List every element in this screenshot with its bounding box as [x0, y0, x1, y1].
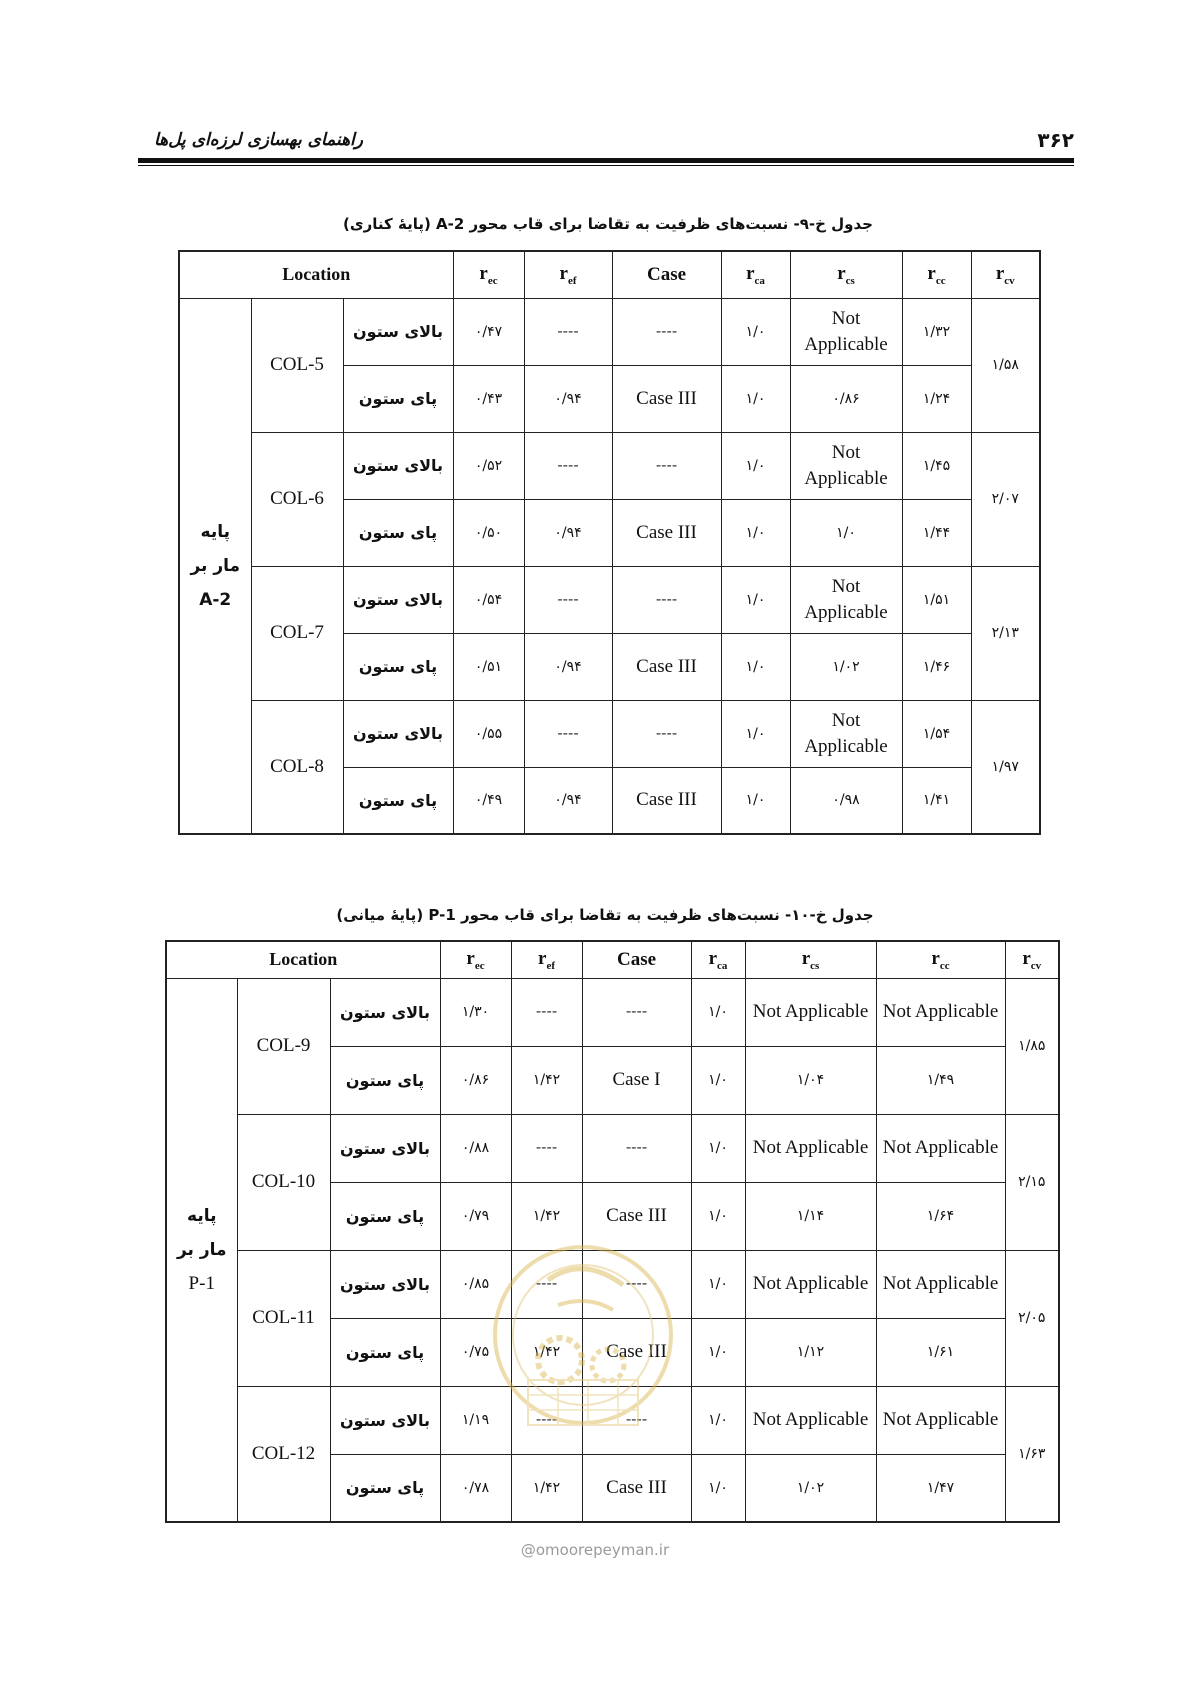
header-rcv: $r_{cv}$	[1005, 941, 1059, 978]
position-label: پای ستون	[330, 1318, 440, 1386]
header-ref: $r_{ef}$	[524, 251, 612, 298]
case-cell: ----	[612, 566, 721, 633]
watermark-logo	[488, 1240, 678, 1440]
rcv-cell: ۱/۸۵	[1005, 978, 1059, 1114]
rcc-cell: Not Applicable	[876, 1114, 1005, 1182]
rcs-cell: ۰/۹۸	[790, 767, 902, 834]
table1	[178, 250, 1041, 835]
position-label: پای ستون	[330, 1046, 440, 1114]
rcs-cell: ۱/۰۲	[745, 1454, 876, 1522]
rcs-cell: ۱/۱۲	[745, 1318, 876, 1386]
case-cell: ----	[582, 978, 691, 1046]
ref-cell: ۰/۹۴	[524, 767, 612, 834]
header-rcc: $r_{cc}$	[902, 251, 971, 298]
rcc-cell: ۱/۴۷	[876, 1454, 1005, 1522]
book-title: راهنمای بهسازی لرزه‌ای پل‌ها	[154, 130, 363, 150]
ref-cell: ----	[511, 978, 582, 1046]
rcs-cell: ۰/۸۶	[790, 365, 902, 432]
rca-cell: ۱/۰	[721, 566, 790, 633]
rec-cell: ۰/۵۵	[453, 700, 524, 767]
position-label: پای ستون	[343, 767, 453, 834]
rcc-cell: ۱/۴۶	[902, 633, 971, 700]
rec-cell: ۰/۴۳	[453, 365, 524, 432]
rcc-cell: ۱/۴۱	[902, 767, 971, 834]
rec-cell: ۰/۸۵	[440, 1250, 511, 1318]
ref-cell: ----	[511, 1386, 582, 1454]
rcc-cell: Not Applicable	[876, 1386, 1005, 1454]
position-label: بالای ستون	[343, 298, 453, 365]
rca-cell: ۱/۰	[691, 1318, 745, 1386]
rec-cell: ۱/۳۰	[440, 978, 511, 1046]
position-label: بالای ستون	[343, 700, 453, 767]
table2-caption: جدول خ-۱۰- نسبت‌های ظرفیت به تقاضا برای قاب محور P-1 (پایهٔ میانی)	[336, 906, 874, 924]
table-header-row	[166, 941, 1059, 978]
rcs-cell: ۱/۰۲	[790, 633, 902, 700]
ref-cell: ----	[524, 566, 612, 633]
header-rec: $r_{ec}$	[440, 941, 511, 978]
rcs-cell: ۱/۰۴	[745, 1046, 876, 1114]
case-cell: Case III	[612, 767, 721, 834]
header-rca: $r_{ca}$	[691, 941, 745, 978]
header-rcv: $r_{cv}$	[971, 251, 1040, 298]
header-rcs: $r_{cs}$	[745, 941, 876, 978]
rca-cell: ۱/۰	[721, 767, 790, 834]
rcv-cell: ۱/۵۸	[971, 298, 1040, 432]
rcv-cell: ۲/۱۵	[1005, 1114, 1059, 1250]
case-cell: Case III	[582, 1182, 691, 1250]
column-name: COL-7	[251, 566, 343, 700]
rcc-cell: ۱/۶۱	[876, 1318, 1005, 1386]
rca-cell: ۱/۰	[721, 499, 790, 566]
running-header	[138, 128, 1074, 158]
header-ref: $r_{ef}$	[511, 941, 582, 978]
rcs-cell: ۱/۱۴	[745, 1182, 876, 1250]
rec-cell: ۰/۵۱	[453, 633, 524, 700]
pier-group-label: پایه مار بر A-2	[179, 298, 251, 834]
rec-cell: ۰/۵۴	[453, 566, 524, 633]
header-rca: $r_{ca}$	[721, 251, 790, 298]
rcs-cell: Not Applicable	[745, 1386, 876, 1454]
rcv-cell: ۱/۶۳	[1005, 1386, 1059, 1522]
site-watermark-text: @omoorepeyman.ir	[520, 1541, 670, 1559]
rcs-cell: ۱/۰	[790, 499, 902, 566]
case-cell: Case III	[612, 633, 721, 700]
header-rcs: $r_{cs}$	[790, 251, 902, 298]
header-rule-thin	[138, 165, 1074, 166]
header-rcc: $r_{cc}$	[876, 941, 1005, 978]
rca-cell: ۱/۰	[691, 1046, 745, 1114]
rcv-cell: ۲/۱۳	[971, 566, 1040, 700]
case-cell: Case I	[582, 1046, 691, 1114]
pier-group-label: پایه مار بر P-1	[166, 978, 237, 1522]
rcc-cell: ۱/۶۴	[876, 1182, 1005, 1250]
position-label: بالای ستون	[330, 1114, 440, 1182]
rcs-cell: Not Applicable	[790, 298, 902, 365]
rcv-cell: ۲/۰۵	[1005, 1250, 1059, 1386]
rcc-cell: ۱/۳۲	[902, 298, 971, 365]
rcs-cell: Not Applicable	[790, 432, 902, 499]
table-row	[166, 978, 1059, 1046]
case-cell: ----	[582, 1386, 691, 1454]
ref-cell: ۰/۹۴	[524, 499, 612, 566]
column-name: COL-6	[251, 432, 343, 566]
ref-cell: ۱/۴۲	[511, 1454, 582, 1522]
ref-cell: ۱/۴۲	[511, 1318, 582, 1386]
page-number: ۳۶۲	[1037, 128, 1074, 152]
rca-cell: ۱/۰	[691, 1114, 745, 1182]
case-cell: ----	[582, 1250, 691, 1318]
position-label: بالای ستون	[330, 978, 440, 1046]
rcv-cell: ۱/۹۷	[971, 700, 1040, 834]
rec-cell: ۰/۵۲	[453, 432, 524, 499]
table-row	[179, 298, 1040, 365]
rca-cell: ۱/۰	[691, 1386, 745, 1454]
table1-caption: جدول خ-۹- نسبت‌های ظرفیت به تقاضا برای قاب محور A-2 (پایهٔ کناری)	[343, 215, 873, 233]
rec-cell: ۰/۸۸	[440, 1114, 511, 1182]
rec-cell: ۰/۷۹	[440, 1182, 511, 1250]
rcc-cell: ۱/۵۴	[902, 700, 971, 767]
column-name: COL-8	[251, 700, 343, 834]
position-label: پای ستون	[330, 1182, 440, 1250]
table-row	[179, 566, 1040, 633]
column-name: COL-12	[237, 1386, 330, 1522]
rcc-cell: Not Applicable	[876, 978, 1005, 1046]
rca-cell: ۱/۰	[691, 978, 745, 1046]
case-cell: ----	[612, 298, 721, 365]
rcs-cell: Not Applicable	[745, 1114, 876, 1182]
position-label: بالای ستون	[330, 1386, 440, 1454]
ref-cell: ----	[524, 432, 612, 499]
ref-cell: ----	[511, 1250, 582, 1318]
ref-cell: ----	[524, 700, 612, 767]
case-cell: ----	[612, 700, 721, 767]
table-row	[166, 1114, 1059, 1182]
case-cell: Case III	[612, 365, 721, 432]
table-header-row	[179, 251, 1040, 298]
rcs-cell: Not Applicable	[790, 700, 902, 767]
rcc-cell: ۱/۴۵	[902, 432, 971, 499]
rcc-cell: ۱/۴۹	[876, 1046, 1005, 1114]
position-label: بالای ستون	[330, 1250, 440, 1318]
position-label: بالای ستون	[343, 432, 453, 499]
ref-cell: ۱/۴۲	[511, 1046, 582, 1114]
header-location: Location	[166, 941, 440, 978]
ref-cell: ۰/۹۴	[524, 365, 612, 432]
table-row	[179, 700, 1040, 767]
rca-cell: ۱/۰	[691, 1250, 745, 1318]
column-name: COL-10	[237, 1114, 330, 1250]
case-cell: ----	[582, 1114, 691, 1182]
header-rule-thick	[138, 158, 1074, 163]
ref-cell: ۱/۴۲	[511, 1182, 582, 1250]
position-label: بالای ستون	[343, 566, 453, 633]
position-label: پای ستون	[343, 365, 453, 432]
position-label: پای ستون	[343, 633, 453, 700]
case-cell: Case III	[582, 1318, 691, 1386]
rcs-cell: Not Applicable	[745, 978, 876, 1046]
rec-cell: ۰/۸۶	[440, 1046, 511, 1114]
rec-cell: ۰/۴۹	[453, 767, 524, 834]
ref-cell: ----	[524, 298, 612, 365]
ref-cell: ۰/۹۴	[524, 633, 612, 700]
rcc-cell: ۱/۲۴	[902, 365, 971, 432]
case-cell: ----	[612, 432, 721, 499]
column-name: COL-5	[251, 298, 343, 432]
case-cell: Case III	[612, 499, 721, 566]
rcv-cell: ۲/۰۷	[971, 432, 1040, 566]
rca-cell: ۱/۰	[721, 700, 790, 767]
header-case: Case	[612, 251, 721, 298]
header-rec: $r_{ec}$	[453, 251, 524, 298]
rcc-cell: ۱/۴۴	[902, 499, 971, 566]
rca-cell: ۱/۰	[721, 298, 790, 365]
rcs-cell: Not Applicable	[790, 566, 902, 633]
table-row	[179, 432, 1040, 499]
rcs-cell: Not Applicable	[745, 1250, 876, 1318]
rec-cell: ۰/۴۷	[453, 298, 524, 365]
rec-cell: ۰/۷۵	[440, 1318, 511, 1386]
position-label: پای ستون	[330, 1454, 440, 1522]
rca-cell: ۱/۰	[721, 365, 790, 432]
column-name: COL-11	[237, 1250, 330, 1386]
ref-cell: ----	[511, 1114, 582, 1182]
rcc-cell: ۱/۵۱	[902, 566, 971, 633]
rca-cell: ۱/۰	[691, 1182, 745, 1250]
case-cell: Case III	[582, 1454, 691, 1522]
rcc-cell: Not Applicable	[876, 1250, 1005, 1318]
header-case: Case	[582, 941, 691, 978]
rec-cell: ۱/۱۹	[440, 1386, 511, 1454]
rca-cell: ۱/۰	[721, 633, 790, 700]
column-name: COL-9	[237, 978, 330, 1114]
position-label: پای ستون	[343, 499, 453, 566]
rca-cell: ۱/۰	[721, 432, 790, 499]
rec-cell: ۰/۵۰	[453, 499, 524, 566]
rec-cell: ۰/۷۸	[440, 1454, 511, 1522]
header-location: Location	[179, 251, 453, 298]
rca-cell: ۱/۰	[691, 1454, 745, 1522]
